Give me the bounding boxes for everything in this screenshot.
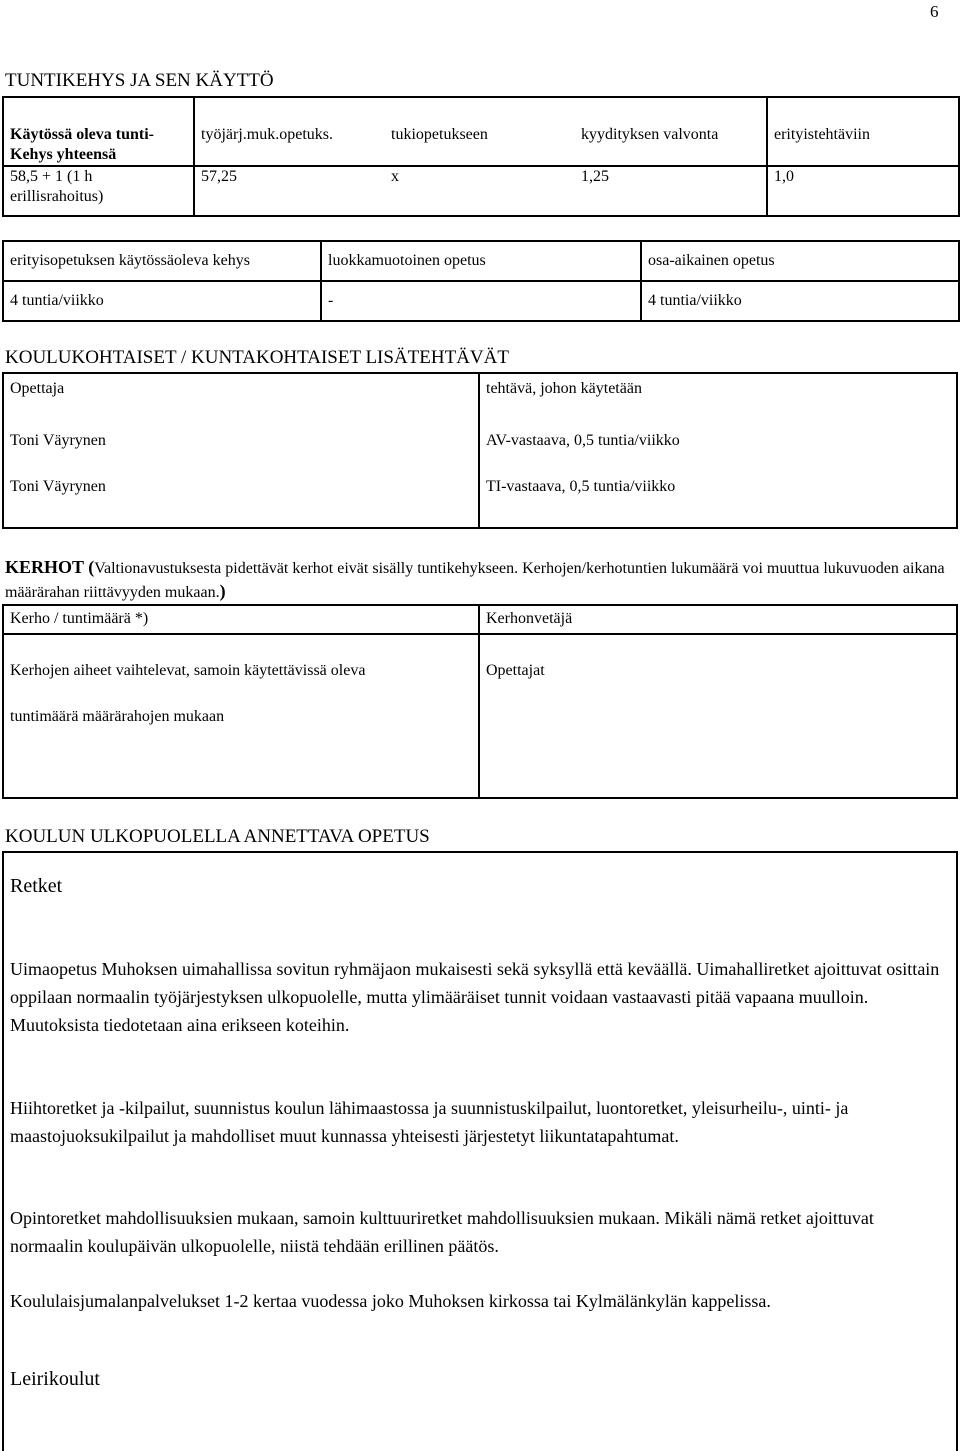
eo-header-osa-aikainen: osa-aikainen opetus — [641, 241, 959, 281]
kerhot-club-line2: tuntimäärä määrärahojen mukaan — [10, 708, 225, 725]
tk-header-tukiopetus: tukiopetukseen — [385, 97, 575, 166]
kerhot-title-close: ) — [219, 581, 226, 601]
lt-header-tehtava: tehtävä, johon käytetään — [486, 380, 642, 397]
tk-header-kyyditys: kyydityksen valvonta — [575, 97, 767, 166]
lt-header-opettaja: Opettaja — [10, 380, 65, 397]
section-title-ulkopuolella: KOULUN ULKOPUOLELLA ANNETTAVA OPETUS — [5, 826, 430, 847]
lt-task-1: AV-vastaava, 0,5 tuntia/viikko — [486, 432, 680, 449]
tk-value-tyojarj: 57,25 — [194, 166, 385, 216]
tk-header-total: Käytössä oleva tunti-Kehys yhteensä — [3, 97, 194, 166]
paragraph-jumalanpalvelukset: Koululaisjumalanpalvelukset 1-2 kertaa vuodessa joko Muhoksen kirkossa tai Kylmälänkylän kappelissa. — [10, 1291, 771, 1311]
erityisopetus-table — [2, 240, 960, 322]
tuntikehys-table — [2, 96, 960, 217]
kerhot-leader: Opettajat — [486, 662, 545, 679]
retket-label: Retket — [10, 875, 63, 897]
leirikoulut-label: Leirikoulut — [10, 1368, 100, 1390]
page-number: 6 — [930, 2, 939, 21]
ulkopuolella-box — [2, 851, 958, 1451]
eo-value-kehys: 4 tuntia/viikko — [3, 281, 321, 321]
eo-value-osa-aikainen: 4 tuntia/viikko — [641, 281, 959, 321]
kerhot-header-kerho: Kerho / tuntimäärä *) — [10, 610, 149, 627]
tk-value-total: 58,5 + 1 (1 h erillisrahoitus) — [3, 166, 194, 216]
tk-value-tukiopetus: x — [385, 166, 575, 216]
eo-value-luokkamuotoinen: - — [321, 281, 641, 321]
kerhot-header-vetaja: Kerhonvetäjä — [486, 610, 573, 627]
tk-value-kyyditys: 1,25 — [575, 166, 767, 216]
eo-header-luokkamuotoinen: luokkamuotoinen opetus — [321, 241, 641, 281]
eo-header-kehys: erityisopetuksen käytössäoleva kehys — [3, 241, 321, 281]
section-title-tuntikehys: TUNTIKEHYS JA SEN KÄYTTÖ — [5, 70, 274, 91]
paragraph-uimaopetus: Uimaopetus Muhoksen uimahallissa sovitun ryhmäjaon mukaisesti sekä syksyllä että keväällä. Uimahalliretket ajoittuvat osittain oppilaan normaalin työjärjestyksen ulkopuolelle, mutta ylimääräiset tunnit voidaan vastaavasti pitää vapaana muulloin. Muutoksista tiedotetaan aina erikseen koteihin. — [10, 959, 940, 1035]
paragraph-hiihtoretket: Hiihtoretket ja -kilpailut, suunnistus koulun lähimaastossa ja suunnistuskilpailut, luontoretket, yleisurheilu-, uinti- ja maastojuoksukilpailut ja mahdolliset muut kunnassa yhteisesti järjestetyt liikuntatapahtumat. — [10, 1098, 849, 1146]
lt-task-2: TI-vastaava, 0,5 tuntia/viikko — [486, 478, 676, 495]
kerhot-title — [5, 556, 950, 604]
kerhot-club-line1: Kerhojen aiheet vaihtelevat, samoin käytettävissä oleva — [10, 662, 366, 679]
paragraph-opintoretket: Opintoretket mahdollisuuksien mukaan, samoin kulttuuriretket mahdollisuuksien mukaan. Mikäli nämä retket ajoittuvat normaalin koulupäivän ulkopuolelle, niistä tehdään erillinen päätös. — [10, 1208, 874, 1256]
section-title-lisatehtavat: KOULUKOHTAISET / KUNTAKOHTAISET LISÄTEHTÄVÄT — [5, 347, 509, 368]
tk-value-erityistehtavat: 1,0 — [767, 166, 959, 216]
lt-teacher-1: Toni Väyrynen — [10, 432, 106, 449]
kerhot-header-divider — [2, 633, 958, 635]
kerhot-title-note: Valtionavustuksesta pidettävät kerhot eivät sisälly tuntikehykseen. Kerhojen/kerhotuntien lukumäärä voi muuttua lukuvuoden aikana määrärahan riittävyyden mukaan. — [5, 560, 945, 601]
tk-header-erityistehtavat: erityistehtäviin — [767, 97, 959, 166]
lt-teacher-2: Toni Väyrynen — [10, 478, 106, 495]
kerhot-title-bold: KERHOT ( — [5, 557, 95, 577]
tk-header-tyojarj: työjärj.muk.opetuks. — [194, 97, 385, 166]
